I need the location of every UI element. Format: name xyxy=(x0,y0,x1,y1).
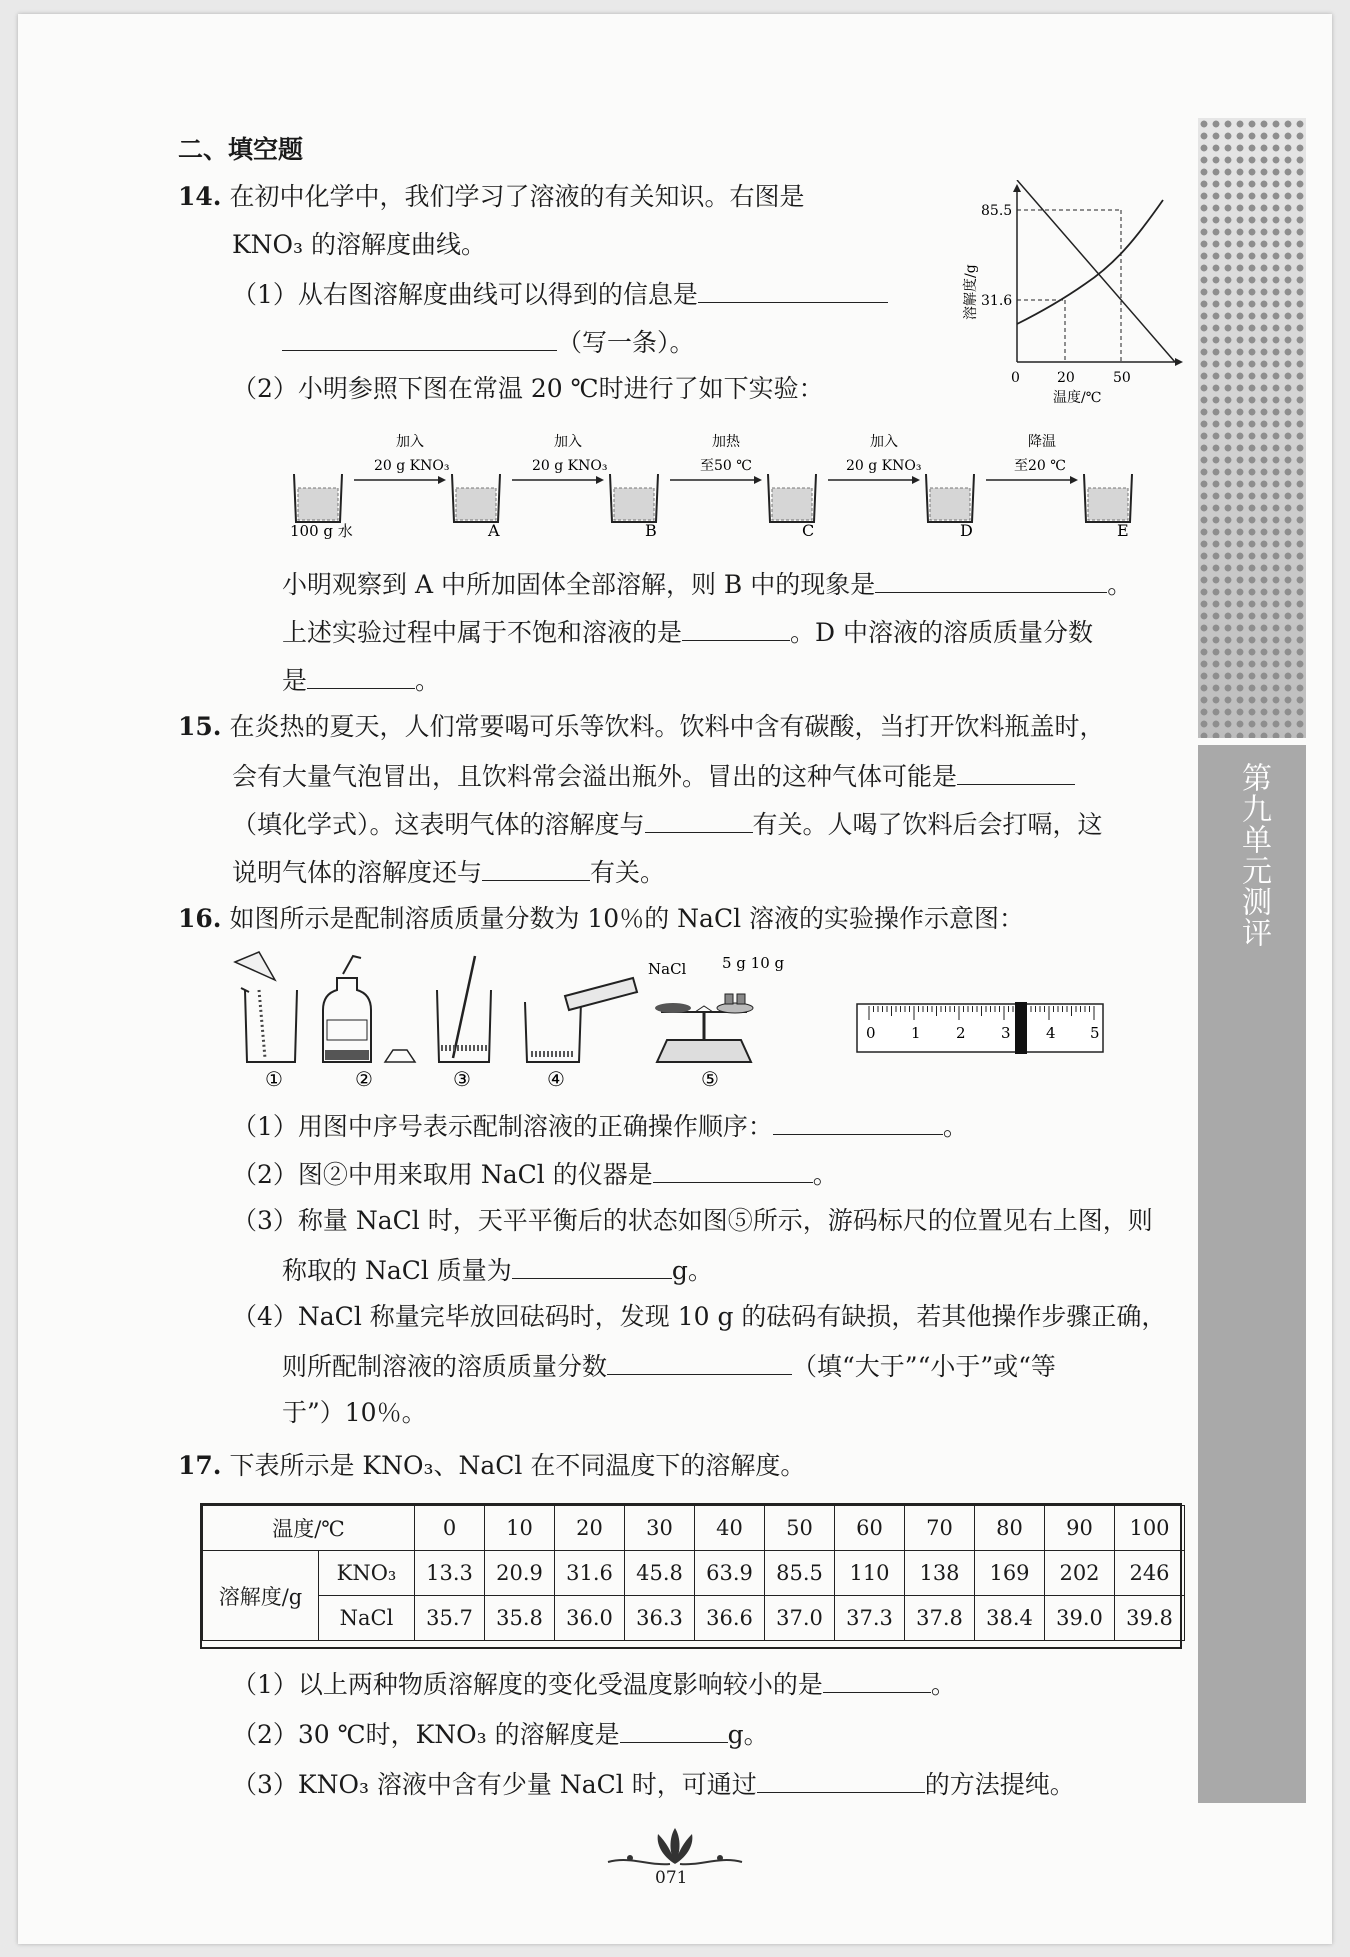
q17-text: （2）30 ℃时，KNO₃ 的溶解度是 xyxy=(232,1720,620,1749)
temp-cell: 60 xyxy=(835,1506,905,1551)
q15-text: 在炎热的夏天，人们常要喝可乐等饮料。饮料中含有碳酸，当打开饮料瓶盖时， xyxy=(229,712,1105,741)
table-cell: 36.6 xyxy=(695,1596,765,1641)
answer-blank[interactable] xyxy=(645,806,753,833)
q17-part2 xyxy=(232,1716,769,1752)
table-cell: 31.6 xyxy=(555,1551,625,1596)
q14-text: 在初中化学中，我们学习了溶液的有关知识。右图是 xyxy=(229,182,805,211)
q16-part3: （3）称量 NaCl 时，天平平衡后的状态如图⑤所示，游码标尺的位置见右上图，则 xyxy=(232,1206,1153,1235)
q16-part1 xyxy=(232,1108,968,1144)
rider-marker xyxy=(1015,1002,1027,1054)
figure-label: ③ xyxy=(453,1067,471,1091)
solution-level xyxy=(772,488,812,520)
answer-blank[interactable] xyxy=(957,758,1075,785)
q14-part1 xyxy=(232,276,888,312)
q17-text: 的方法提纯。 xyxy=(924,1770,1075,1799)
table-cell: 36.0 xyxy=(555,1596,625,1641)
q17-part1 xyxy=(232,1666,956,1702)
q17-text: （1）以上两种物质溶解度的变化受温度影响较小的是 xyxy=(232,1670,823,1699)
q14-observation3 xyxy=(282,662,440,698)
q14-part1-end: （写一条）。 xyxy=(557,328,695,357)
q16-text: g。 xyxy=(671,1256,713,1285)
table-row-nacl xyxy=(203,1596,1185,1641)
table-cell: 20.9 xyxy=(485,1551,555,1596)
solution-level xyxy=(930,488,970,520)
temp-cell: 10 xyxy=(485,1506,555,1551)
q17-text: （3）KNO₃ 溶液中含有少量 NaCl 时，可通过 xyxy=(232,1770,757,1799)
section-title: 二、填空题 xyxy=(178,135,304,164)
step5-balance xyxy=(655,994,753,1062)
step-top: 加入 xyxy=(396,434,424,450)
step-bottom: 至20 ℃ xyxy=(1014,458,1066,474)
figure-label: ④ xyxy=(547,1067,565,1091)
solubility-header: 溶解度/g xyxy=(203,1551,319,1641)
q14-part1-text: （1）从右图溶解度曲线可以得到的信息是 xyxy=(232,280,698,309)
q17-part3 xyxy=(232,1766,1075,1802)
arrow-head xyxy=(1070,476,1078,484)
q17-line1 xyxy=(178,1449,805,1483)
q14-observation1 xyxy=(282,566,1132,602)
figure-label: ② xyxy=(355,1067,373,1091)
ruler-tick-label: 0 xyxy=(866,1024,876,1042)
step-top: 降温 xyxy=(1028,434,1056,450)
step4-pour-water xyxy=(525,978,637,1062)
x-tick: 50 xyxy=(1113,370,1131,386)
x-tick: 20 xyxy=(1057,370,1075,386)
question-number: 15. xyxy=(178,712,222,741)
step3-stir xyxy=(437,956,491,1062)
temp-header: 温度/℃ xyxy=(203,1506,415,1551)
temp-cell: 20 xyxy=(555,1506,625,1551)
table-cell: 35.8 xyxy=(485,1596,555,1641)
table-cell: 169 xyxy=(975,1551,1045,1596)
q14-observation2 xyxy=(282,614,1093,650)
table-cell: 138 xyxy=(905,1551,975,1596)
sidebar-dot-pattern xyxy=(1198,118,1306,738)
answer-blank[interactable] xyxy=(307,662,415,689)
ruler-tick-label: 4 xyxy=(1046,1024,1056,1042)
q16-text: （1）用图中序号表示配制溶液的正确操作顺序： xyxy=(232,1112,773,1141)
beaker-label: E xyxy=(1117,521,1129,540)
figure-label: ① xyxy=(265,1067,283,1091)
solubility-curve xyxy=(1017,200,1163,324)
solution-preparation-figure xyxy=(225,950,1125,1100)
step2-reagent-bottle xyxy=(323,956,415,1062)
temp-cell: 0 xyxy=(415,1506,485,1551)
table-row-kno3 xyxy=(203,1551,1185,1596)
question-number: 17. xyxy=(178,1451,222,1480)
q15-text: （填化学式）。这表明气体的溶解度与 xyxy=(232,810,645,839)
solution-level xyxy=(456,488,496,520)
step-bottom: 20 g KNO₃ xyxy=(374,458,450,474)
q14-line1 xyxy=(178,180,804,214)
answer-blank[interactable] xyxy=(682,614,790,641)
temp-cell: 90 xyxy=(1045,1506,1115,1551)
question-number: 14. xyxy=(178,182,222,211)
q17-text: 。 xyxy=(930,1670,956,1699)
step-top: 加入 xyxy=(870,434,898,450)
table-cell: 37.0 xyxy=(765,1596,835,1641)
obs3-end: 。 xyxy=(415,666,441,695)
solution-level xyxy=(298,488,338,520)
ruler-tick-label: 2 xyxy=(956,1024,966,1042)
step-top: 加热 xyxy=(712,434,740,450)
q16-part4: （4）NaCl 称量完毕放回砝码时，发现 10 g 的砝码有缺损，若其他操作步骤正确， xyxy=(232,1302,1167,1331)
q16-part2 xyxy=(232,1156,838,1192)
step-bottom: 至50 ℃ xyxy=(700,458,752,474)
question-number: 16. xyxy=(178,904,222,933)
ruler-tick-label: 3 xyxy=(1001,1024,1011,1042)
kno3-solubility-graph xyxy=(955,180,1185,410)
answer-blank[interactable] xyxy=(653,1156,813,1183)
solution-level xyxy=(614,488,654,520)
q14-line2: KNO₃ 的溶解度曲线。 xyxy=(232,230,487,259)
table-cell: 37.3 xyxy=(835,1596,905,1641)
q16-text: 则所配制溶液的溶质质量分数 xyxy=(282,1352,608,1381)
beaker-label: B xyxy=(645,521,657,540)
arrow-head xyxy=(596,476,604,484)
q15-text: 会有大量气泡冒出，且饮料常会溢出瓶外。冒出的这种气体可能是 xyxy=(232,762,958,791)
step-bottom: 20 g KNO₃ xyxy=(846,458,922,474)
q14-part1-cont xyxy=(282,324,695,360)
q16-part4-cont xyxy=(282,1348,1056,1384)
q16-text: 。 xyxy=(942,1112,968,1141)
table-cell: 85.5 xyxy=(765,1551,835,1596)
x-tick: 0 xyxy=(1011,370,1020,386)
answer-blank[interactable] xyxy=(620,1716,728,1743)
table-cell: 37.8 xyxy=(905,1596,975,1641)
temp-cell: 50 xyxy=(765,1506,835,1551)
table-cell: 39.8 xyxy=(1115,1596,1185,1641)
q15-text: 说明气体的溶解度还与 xyxy=(232,858,483,887)
q15-line4 xyxy=(232,854,665,890)
table-cell: 13.3 xyxy=(415,1551,485,1596)
table-cell: 38.4 xyxy=(975,1596,1045,1641)
q15-text: 有关。 xyxy=(590,858,666,887)
answer-blank[interactable] xyxy=(875,566,1107,593)
q16-part3-cont xyxy=(282,1252,713,1288)
q16-text: （填“大于”“小于”或“等 xyxy=(792,1352,1056,1381)
start-label: 100 g 水 xyxy=(290,522,353,540)
row-label: NaCl xyxy=(319,1596,415,1641)
obs2-text: 上述实验过程中属于不饱和溶液的是 xyxy=(282,618,683,647)
beaker-label: D xyxy=(960,521,973,540)
weights-label: 5 g 10 g xyxy=(722,954,785,972)
q14-part2: （2）小明参照下图在常温 20 ℃时进行了如下实验： xyxy=(232,374,824,403)
unit-label: 第九单元测评 xyxy=(1236,762,1271,948)
temp-cell: 80 xyxy=(975,1506,1045,1551)
temp-cell: 100 xyxy=(1115,1506,1185,1551)
q16-text: （2）图②中用来取用 NaCl 的仪器是 xyxy=(232,1160,653,1189)
arrow-head xyxy=(912,476,920,484)
q15-line2 xyxy=(232,758,1075,794)
obs2-end: 。D 中溶液的溶质质量分数 xyxy=(790,618,1094,647)
table-cell: 246 xyxy=(1115,1551,1185,1596)
solution-level xyxy=(1088,488,1128,520)
table-cell: 45.8 xyxy=(625,1551,695,1596)
answer-blank[interactable] xyxy=(757,1766,925,1793)
nacl-label: NaCl xyxy=(648,960,687,978)
solubility-table xyxy=(202,1505,1185,1641)
x-axis-label: 温度/℃ xyxy=(1053,390,1102,406)
table-cell: 39.0 xyxy=(1045,1596,1115,1641)
table-cell: 36.3 xyxy=(625,1596,695,1641)
temp-cell: 30 xyxy=(625,1506,695,1551)
q15-line1 xyxy=(178,710,1104,744)
table-cell: 63.9 xyxy=(695,1551,765,1596)
table-cell: 35.7 xyxy=(415,1596,485,1641)
obs1-end: 。 xyxy=(1107,570,1133,599)
table-header-row xyxy=(203,1506,1185,1551)
answer-blank[interactable] xyxy=(607,1348,792,1375)
y-tick: 31.6 xyxy=(981,293,1013,309)
answer-blank[interactable] xyxy=(823,1666,931,1693)
q16-text: 称取的 NaCl 质量为 xyxy=(282,1256,512,1285)
obs1-text: 小明观察到 A 中所加固体全部溶解，则 B 中的现象是 xyxy=(282,570,876,599)
q16-text: 。 xyxy=(812,1160,838,1189)
table-cell: 110 xyxy=(835,1551,905,1596)
experiment-process-diagram xyxy=(290,430,1170,545)
table-cell: 202 xyxy=(1045,1551,1115,1596)
q15-line3 xyxy=(232,806,1103,842)
y-axis-label: 溶解度/g xyxy=(963,264,979,320)
answer-blank[interactable] xyxy=(698,276,888,303)
ruler-tick-label: 1 xyxy=(911,1024,921,1042)
arrow-head xyxy=(754,476,762,484)
ruler-tick-label: 5 xyxy=(1090,1024,1100,1042)
temp-cell: 70 xyxy=(905,1506,975,1551)
rider-ruler xyxy=(857,1002,1103,1054)
page-number: 071 xyxy=(655,1868,688,1888)
row-label: KNO₃ xyxy=(319,1551,415,1596)
temp-cell: 40 xyxy=(695,1506,765,1551)
q17-text: g。 xyxy=(727,1720,769,1749)
obs3-text: 是 xyxy=(282,666,308,695)
arrow-head xyxy=(438,476,446,484)
beaker-label: A xyxy=(488,521,500,540)
answer-blank[interactable] xyxy=(482,854,590,881)
step-bottom: 20 g KNO₃ xyxy=(532,458,608,474)
q15-text: 有关。人喝了饮料后会打嗝，这 xyxy=(752,810,1103,839)
floral-ornament-icon xyxy=(600,1826,750,1870)
q16-text: 如图所示是配制溶质质量分数为 10％的 NaCl 溶液的实验操作示意图： xyxy=(229,904,1025,933)
answer-blank[interactable] xyxy=(512,1252,672,1279)
answer-blank[interactable] xyxy=(773,1108,943,1135)
q16-line1 xyxy=(178,902,1024,936)
figure-label: ⑤ xyxy=(701,1067,719,1091)
answer-blank[interactable] xyxy=(282,324,557,351)
step1-pour-solid xyxy=(235,952,297,1062)
q16-part4-end: 于”）10％。 xyxy=(282,1398,427,1427)
beaker-label: C xyxy=(802,521,815,540)
y-tick: 85.5 xyxy=(981,203,1013,219)
q17-text: 下表所示是 KNO₃、NaCl 在不同温度下的溶解度。 xyxy=(229,1451,806,1480)
step-top: 加入 xyxy=(554,434,582,450)
